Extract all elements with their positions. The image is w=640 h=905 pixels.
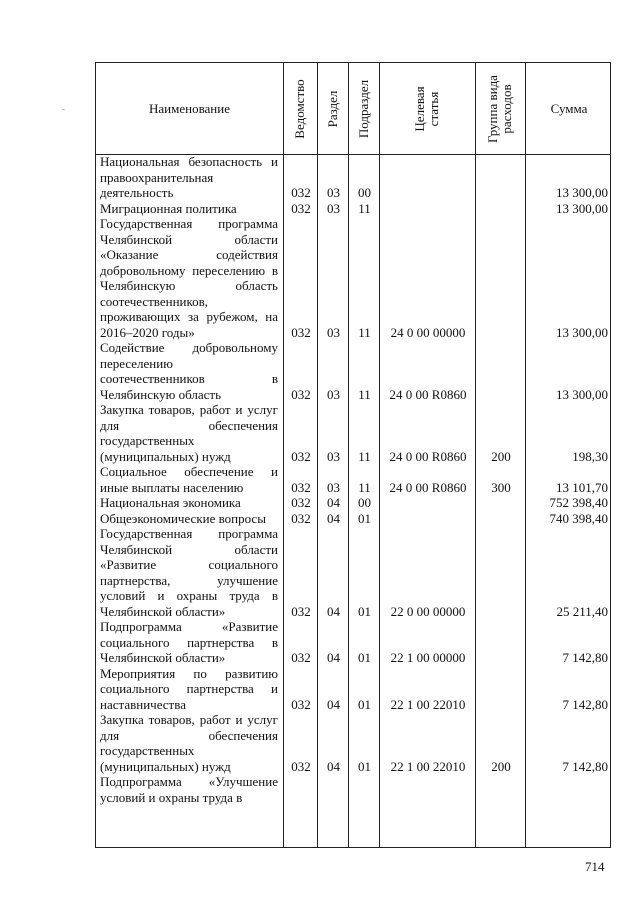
row-name: Государственная программа Челябинской области «Оказание содействия добровольному переселению в Челябинскую область соотечественников, проживающих за рубежом, на 2016–2020 годы» bbox=[100, 216, 278, 340]
row-name: Национальная безопасность и правоохранительная деятельность bbox=[100, 154, 278, 200]
row-tselevaya: 22 0 00 00000 bbox=[390, 603, 466, 619]
row-summa: 7 142,80 bbox=[562, 650, 608, 665]
row-tselevaya: 24 0 00 R0860 bbox=[389, 386, 467, 402]
row-razdel: 03 bbox=[327, 324, 340, 340]
table-row bbox=[96, 201, 611, 217]
row-summa: 198,30 bbox=[572, 448, 608, 464]
row-razdel: 03 bbox=[327, 200, 340, 216]
row-name: Подпрограмма «Улучшение условий и охраны труда в bbox=[100, 774, 278, 805]
header-tselevaya: Целевая статья bbox=[412, 86, 441, 132]
table-row bbox=[96, 511, 611, 527]
row-gruppa: 200 bbox=[491, 758, 511, 774]
row-podrazdel: 11 bbox=[358, 479, 371, 495]
row-razdel: 04 bbox=[327, 696, 340, 712]
row-summa: 7 142,80 bbox=[562, 696, 608, 712]
table-row bbox=[96, 216, 611, 340]
budget-table bbox=[95, 62, 611, 848]
row-razdel: 04 bbox=[327, 495, 340, 510]
row-razdel: 04 bbox=[327, 758, 340, 774]
header-vedomstvo: Ведомство bbox=[292, 79, 307, 139]
table-row bbox=[96, 619, 611, 666]
row-summa: 740 398,40 bbox=[549, 510, 608, 526]
row-name: Мероприятия по развитию социального партнерства и наставничества bbox=[100, 665, 278, 712]
table-row bbox=[96, 712, 611, 774]
row-podrazdel: 00 bbox=[358, 185, 371, 200]
row-razdel: 04 bbox=[327, 650, 340, 665]
row-summa: 13 300,00 bbox=[556, 324, 608, 340]
row-razdel: 03 bbox=[327, 448, 340, 464]
row-tselevaya: 24 0 00 R0860 bbox=[389, 479, 467, 495]
row-tselevaya: 22 1 00 00000 bbox=[390, 650, 466, 665]
row-summa: 13 300,00 bbox=[556, 200, 608, 216]
row-summa: 752 398,40 bbox=[549, 495, 608, 510]
row-gruppa: 200 bbox=[491, 448, 511, 464]
row-podrazdel: 11 bbox=[358, 386, 371, 402]
header-name: Наименование bbox=[149, 101, 230, 116]
row-podrazdel: 01 bbox=[358, 510, 371, 526]
row-razdel: 04 bbox=[327, 510, 340, 526]
header-summa: Сумма bbox=[550, 101, 588, 116]
row-podrazdel: 11 bbox=[358, 324, 371, 340]
row-podrazdel: 01 bbox=[358, 758, 371, 774]
table-row bbox=[96, 526, 611, 619]
row-vedomstvo: 032 bbox=[291, 650, 311, 665]
row-razdel: 03 bbox=[327, 386, 340, 402]
row-tselevaya: 22 1 00 22010 bbox=[390, 758, 466, 774]
row-summa: 13 300,00 bbox=[556, 386, 608, 402]
row-podrazdel: 11 bbox=[358, 200, 371, 216]
row-name: Государственная программа Челябинской области «Развитие социального партнерства, улучшение условий и охраны труда в Челябинской области» bbox=[100, 526, 278, 619]
page-number: 714 bbox=[585, 859, 605, 874]
row-tselevaya: 24 0 00 R0860 bbox=[389, 448, 467, 464]
header-podrazdel: Подраздел bbox=[356, 79, 371, 139]
row-podrazdel: 01 bbox=[358, 650, 371, 665]
row-vedomstvo: 032 bbox=[291, 603, 311, 619]
row-vedomstvo: 032 bbox=[291, 510, 311, 526]
row-podrazdel: 01 bbox=[358, 696, 371, 712]
row-vedomstvo: 032 bbox=[291, 495, 311, 510]
row-tselevaya: 24 0 00 00000 bbox=[390, 324, 466, 340]
row-vedomstvo: 032 bbox=[291, 185, 311, 200]
row-summa: 13 300,00 bbox=[556, 185, 608, 200]
row-podrazdel: 00 bbox=[358, 495, 371, 510]
table-row bbox=[96, 495, 611, 511]
row-gruppa: 300 bbox=[491, 479, 511, 495]
row-summa: 25 211,40 bbox=[556, 603, 608, 619]
row-summa: 7 142,80 bbox=[562, 758, 608, 774]
row-name: Общеэкономические вопросы bbox=[100, 510, 266, 526]
table-row bbox=[96, 464, 611, 495]
row-vedomstvo: 032 bbox=[291, 479, 311, 495]
table-row bbox=[96, 340, 611, 402]
row-name: Социальное обеспечение и иные выплаты населению bbox=[100, 464, 278, 495]
margin-mark: - bbox=[62, 104, 65, 114]
table-row bbox=[96, 666, 611, 713]
row-podrazdel: 11 bbox=[358, 448, 371, 464]
row-vedomstvo: 032 bbox=[291, 200, 311, 216]
row-vedomstvo: 032 bbox=[291, 696, 311, 712]
row-vedomstvo: 032 bbox=[291, 448, 311, 464]
table-row bbox=[96, 774, 611, 805]
row-name: Национальная экономика bbox=[100, 495, 241, 510]
row-name: Миграционная политика bbox=[100, 200, 237, 216]
table-row bbox=[96, 402, 611, 464]
row-vedomstvo: 032 bbox=[291, 386, 311, 402]
row-razdel: 03 bbox=[327, 185, 340, 200]
row-name: Закупка товаров, работ и услуг для обеспечения государственных (муниципальных) нужд bbox=[100, 402, 278, 464]
row-name: Содействие добровольному переселению соотечественников в Челябинскую область bbox=[100, 340, 278, 402]
header-gruppa: Группа вида расходов bbox=[485, 75, 514, 143]
row-vedomstvo: 032 bbox=[291, 324, 311, 340]
table-row bbox=[96, 154, 611, 201]
table-body bbox=[96, 154, 611, 805]
row-vedomstvo: 032 bbox=[291, 758, 311, 774]
row-name: Закупка товаров, работ и услуг для обеспечения государственных (муниципальных) нужд bbox=[100, 712, 278, 774]
row-podrazdel: 01 bbox=[358, 603, 371, 619]
row-name: Подпрограмма «Развитие социального партнерства в Челябинской области» bbox=[100, 619, 278, 665]
row-razdel: 04 bbox=[327, 603, 340, 619]
row-tselevaya: 22 1 00 22010 bbox=[390, 696, 466, 712]
row-summa: 13 101,70 bbox=[556, 479, 608, 495]
header-razdel: Раздел bbox=[325, 90, 340, 128]
row-razdel: 03 bbox=[327, 479, 340, 495]
